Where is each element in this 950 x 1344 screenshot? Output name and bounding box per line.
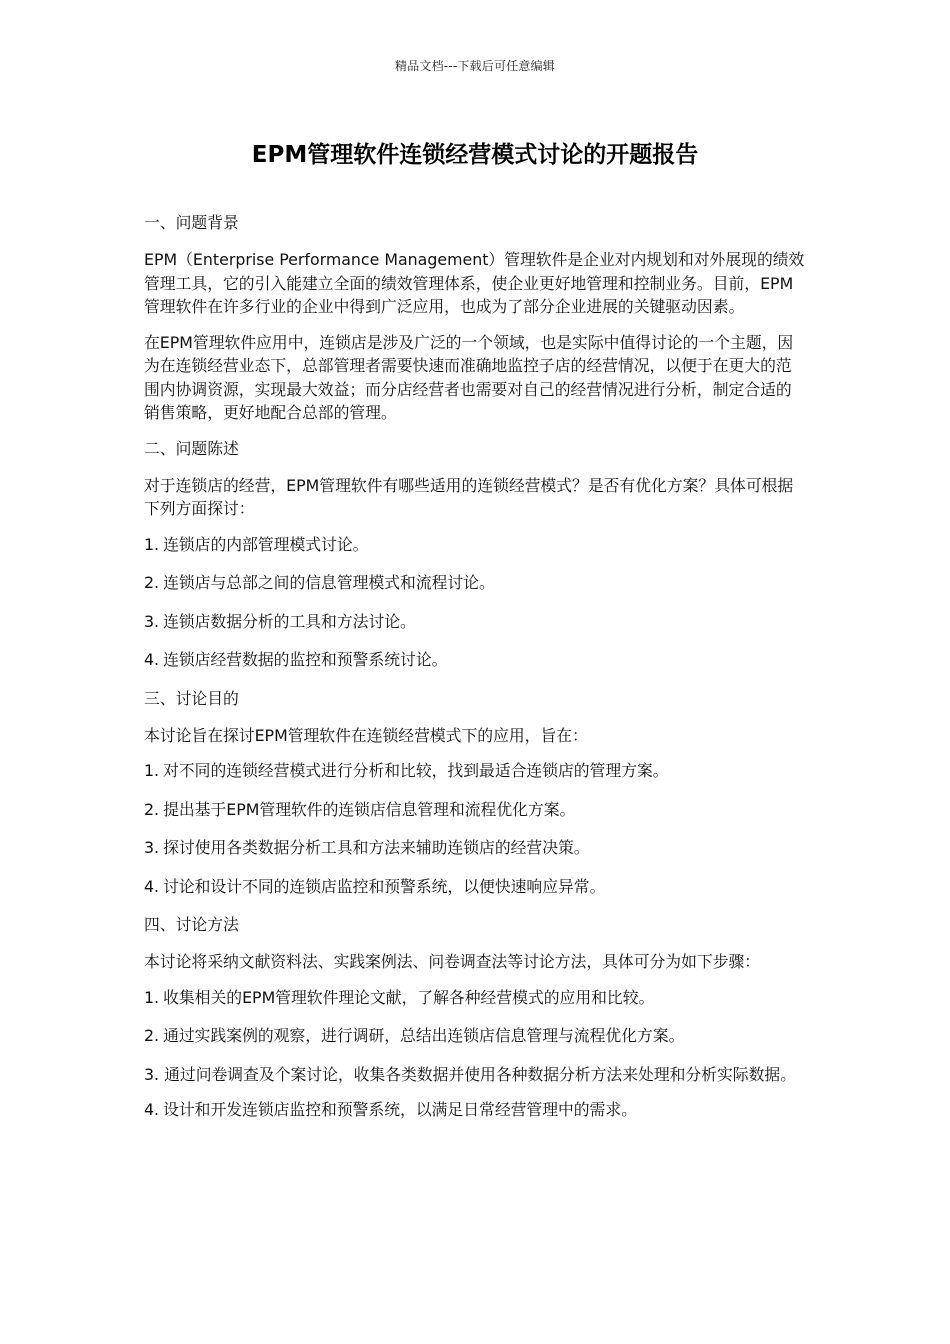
list-item [144,648,806,671]
list-item-text: 设计和开发连锁店监控和预警系统，以满足日常经营管理中的需求。 [163,1100,637,1119]
list-item-number: 3. [144,838,160,857]
document-title: EPM管理软件连锁经营模式讨论的开题报告 [251,142,699,168]
list-item-text: 连锁店的内部管理模式讨论。 [163,534,369,554]
list-item [144,759,806,782]
list-item-number: 1. [144,534,160,554]
paragraph: 本讨论将采纳文献资料法、实践案例法、问卷调查法等讨论方法，具体可分为如下步骤： [144,952,761,971]
list-item-number: 2. [144,573,160,592]
list-item [144,836,806,859]
list-item-number: 4. [144,650,160,669]
list-item-text: 收集相关的EPM管理软件理论文献，了解各种经营模式的应用和比较。 [163,987,655,1007]
list-item-number: 2. [144,1026,160,1045]
list-item-number: 4. [144,876,160,896]
list-item-text: 连锁店经营数据的监控和预警系统讨论。 [163,650,448,669]
document-body [144,211,806,1137]
list-item-text: 讨论和设计不同的连锁店监控和预警系统，以便快速响应异常。 [163,876,606,896]
list-item [144,875,806,898]
list-item-text: 通过问卷调查及个案讨论，收集各类数据并使用各种数据分析方法来处理和分析实际数据。 [164,1064,796,1084]
paragraph: 本讨论旨在探讨EPM管理软件在连锁经营模式下的应用，旨在： [144,725,588,745]
section-heading-methods: 四、讨论方法 [144,915,239,934]
list-item-text: 连锁店数据分析的工具和方法讨论。 [163,611,416,631]
paragraph: 对于连锁店的经营，EPM管理软件有哪些适用的连锁经营模式？是否有优化方案？具体可根据下列方面探讨： [144,475,794,518]
list-item-number: 3. [144,611,160,631]
list-item-text: 对不同的连锁经营模式进行分析和比较，找到最适合连锁店的管理方案。 [163,761,669,780]
list-item [144,798,806,821]
list-item [144,533,806,556]
list-item-number: 1. [144,761,160,780]
list-item-text: 探讨使用各类数据分析工具和方法来辅助连锁店的经营决策。 [163,838,590,857]
list-item [144,610,806,633]
list-item [144,1024,806,1047]
list-item [144,571,806,594]
list-item [144,1063,806,1087]
section-heading-purpose: 三、讨论目的 [144,688,239,708]
paragraph: 在EPM管理软件应用中，连锁店是涉及广泛的一个领域，也是实际中值得讨论的一个主题，因为在连锁经营业态下，总部管理者需要快速而准确地监控子店的经营情况，以便于在更大的范围内协调资源，实现最大效益；而分店经营者也需要对自己的经营情况进行分析，制定合适的销售策略，更好地配合总部的管理。 [144,332,794,422]
list-item-text: 通过实践案例的观察，进行调研，总结出连锁店信息管理与流程优化方案。 [163,1026,685,1045]
list-item-text: 提出基于EPM管理软件的连锁店信息管理和流程优化方案。 [163,799,576,819]
list-item-number: 1. [144,987,160,1007]
list-item [144,1098,806,1121]
section-heading-problem-statement: 二、问题陈述 [144,438,239,458]
list-item-number: 3. [144,1064,160,1084]
paragraph: EPM（Enterprise Performance Management）管理软件是企业对内规划和对外展现的绩效管理工具，它的引入能建立全面的绩效管理体系，使企业更好地管理和控制业务。目前，EPM管理软件在许多行业的企业中得到广泛应用，也成为了部分企业进展的关键驱动因素。 [144,250,805,316]
header-note: 精品文档---下载后可任意编辑 [395,59,555,73]
list-item-text: 连锁店与总部之间的信息管理模式和流程讨论。 [163,573,495,592]
list-item-number: 4. [144,1100,160,1119]
list-item-number: 2. [144,799,160,819]
list-item [144,986,806,1009]
section-heading-background: 一、问题背景 [144,213,239,232]
